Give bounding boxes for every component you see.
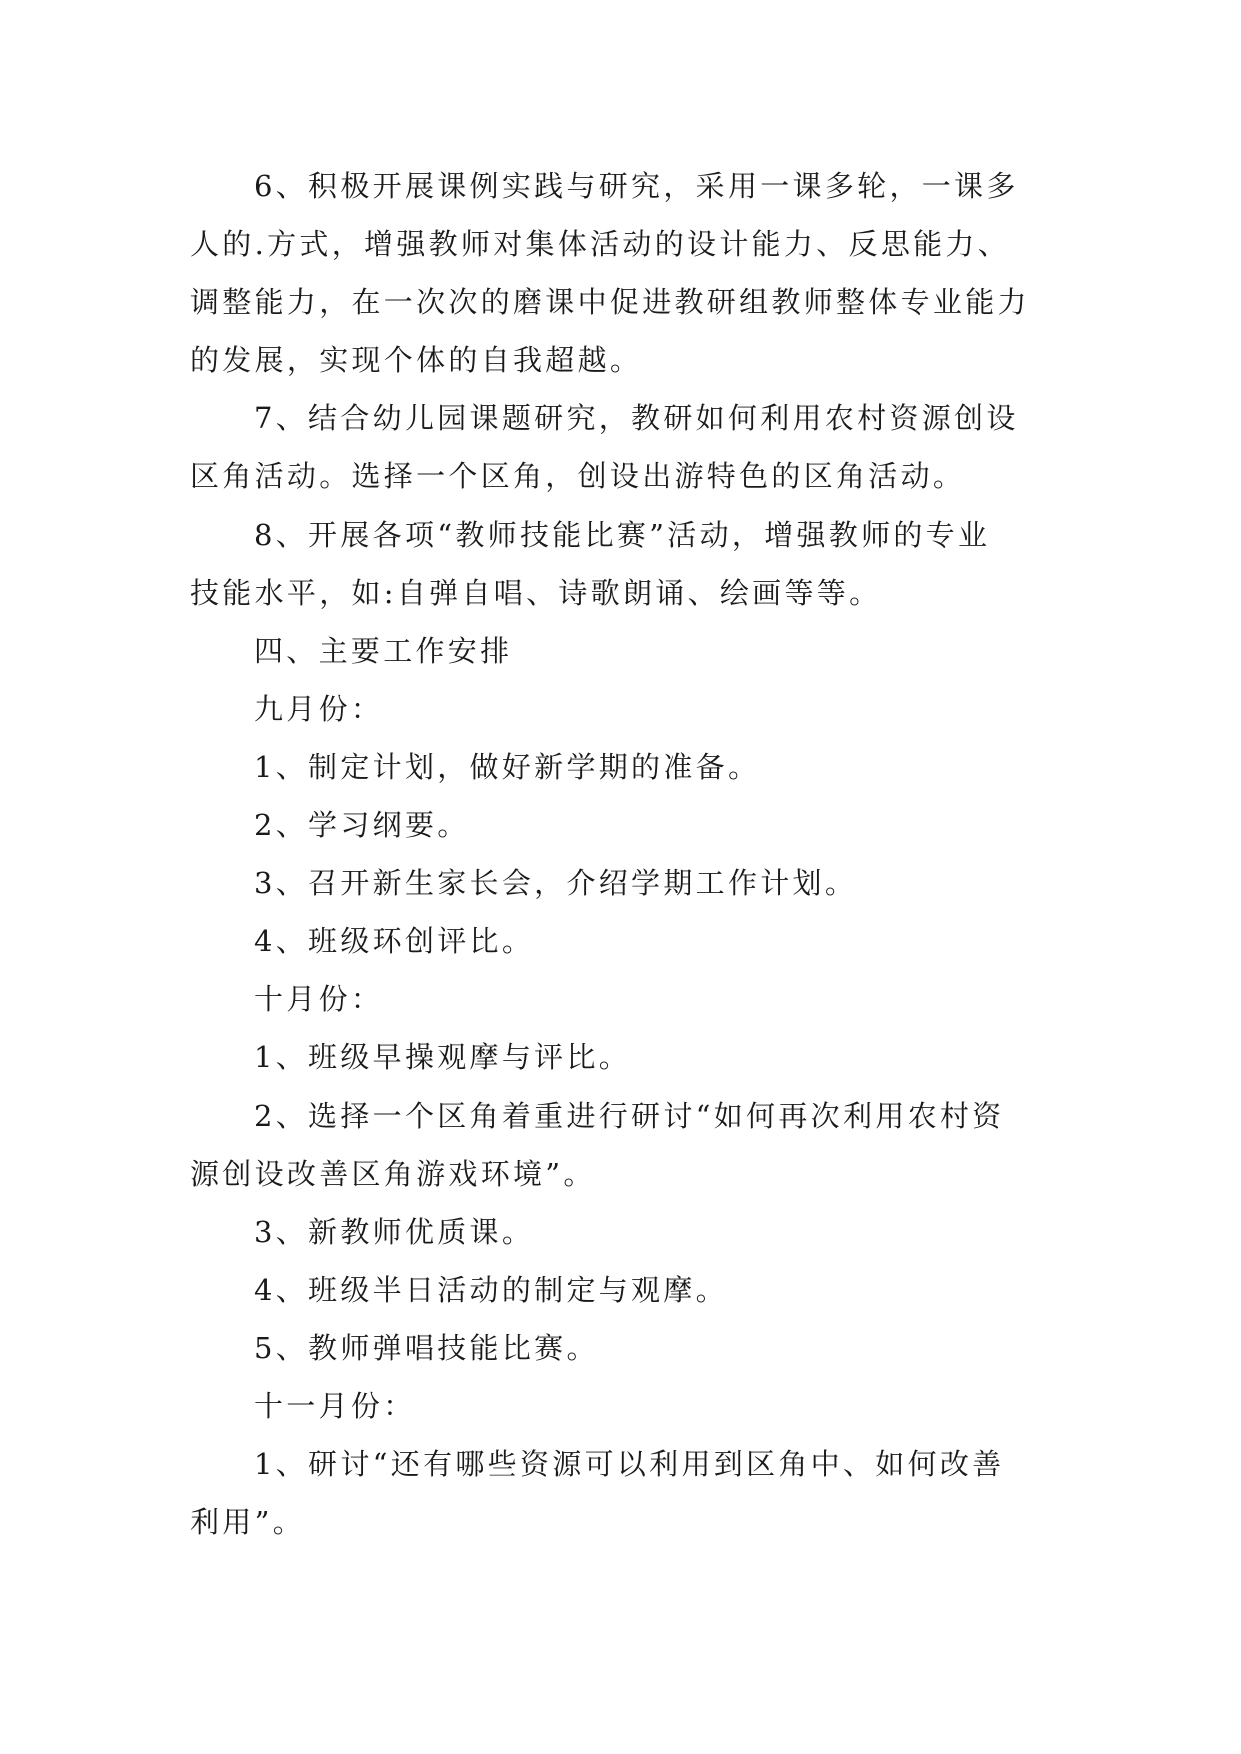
list-item: 4、班级半日活动的制定与观摩。 (254, 1272, 728, 1307)
text-line: 区角活动。选择一个区角，创设出游特色的区角活动。 (190, 459, 966, 494)
text-line: 的发展，实现个体的自我超越。 (190, 343, 643, 378)
list-item: 4、班级环创评比。 (254, 924, 535, 959)
list-item: 3、新教师优质课。 (254, 1214, 535, 1249)
list-item-continuation: 利用”。 (190, 1505, 306, 1540)
section-heading: 四、主要工作安排 (254, 633, 513, 668)
text-line: 调整能力，在一次次的磨课中促进教研组教师整体专业能力 (190, 285, 1030, 320)
list-item: 1、制定计划，做好新学期的准备。 (254, 749, 761, 784)
list-item: 2、学习纲要。 (254, 808, 470, 843)
month-heading: 九月份： (254, 691, 384, 726)
list-item-continuation: 源创设改善区角游戏环境”。 (190, 1156, 596, 1191)
month-heading: 十一月份： (254, 1388, 416, 1423)
text-line: 技能水平，如:自弹自唱、诗歌朗诵、绘画等等。 (190, 575, 882, 610)
text-line: 7、结合幼儿园课题研究，教研如何利用农村资源创设 (254, 401, 1019, 436)
document-body (190, 157, 1050, 1551)
text-line: 6、积极开展课例实践与研究，采用一课多轮，一课多 (254, 169, 1019, 203)
list-item: 5、教师弹唱技能比赛。 (254, 1330, 599, 1365)
text-line: 人的.方式，增强教师对集体活动的设计能力、反思能力、 (190, 227, 1011, 262)
list-item: 1、研讨“还有哪些资源可以利用到区角中、如何改善 (254, 1447, 1005, 1482)
list-item: 2、选择一个区角着重进行研讨“如何再次利用农村资 (254, 1098, 1005, 1133)
text-line: 8、开展各项“教师技能比赛”活动，增强教师的专业 (254, 517, 991, 552)
month-heading: 十月份： (254, 982, 384, 1017)
list-item: 3、召开新生家长会，介绍学期工作计划。 (254, 866, 858, 901)
list-item: 1、班级早操观摩与评比。 (254, 1040, 632, 1075)
